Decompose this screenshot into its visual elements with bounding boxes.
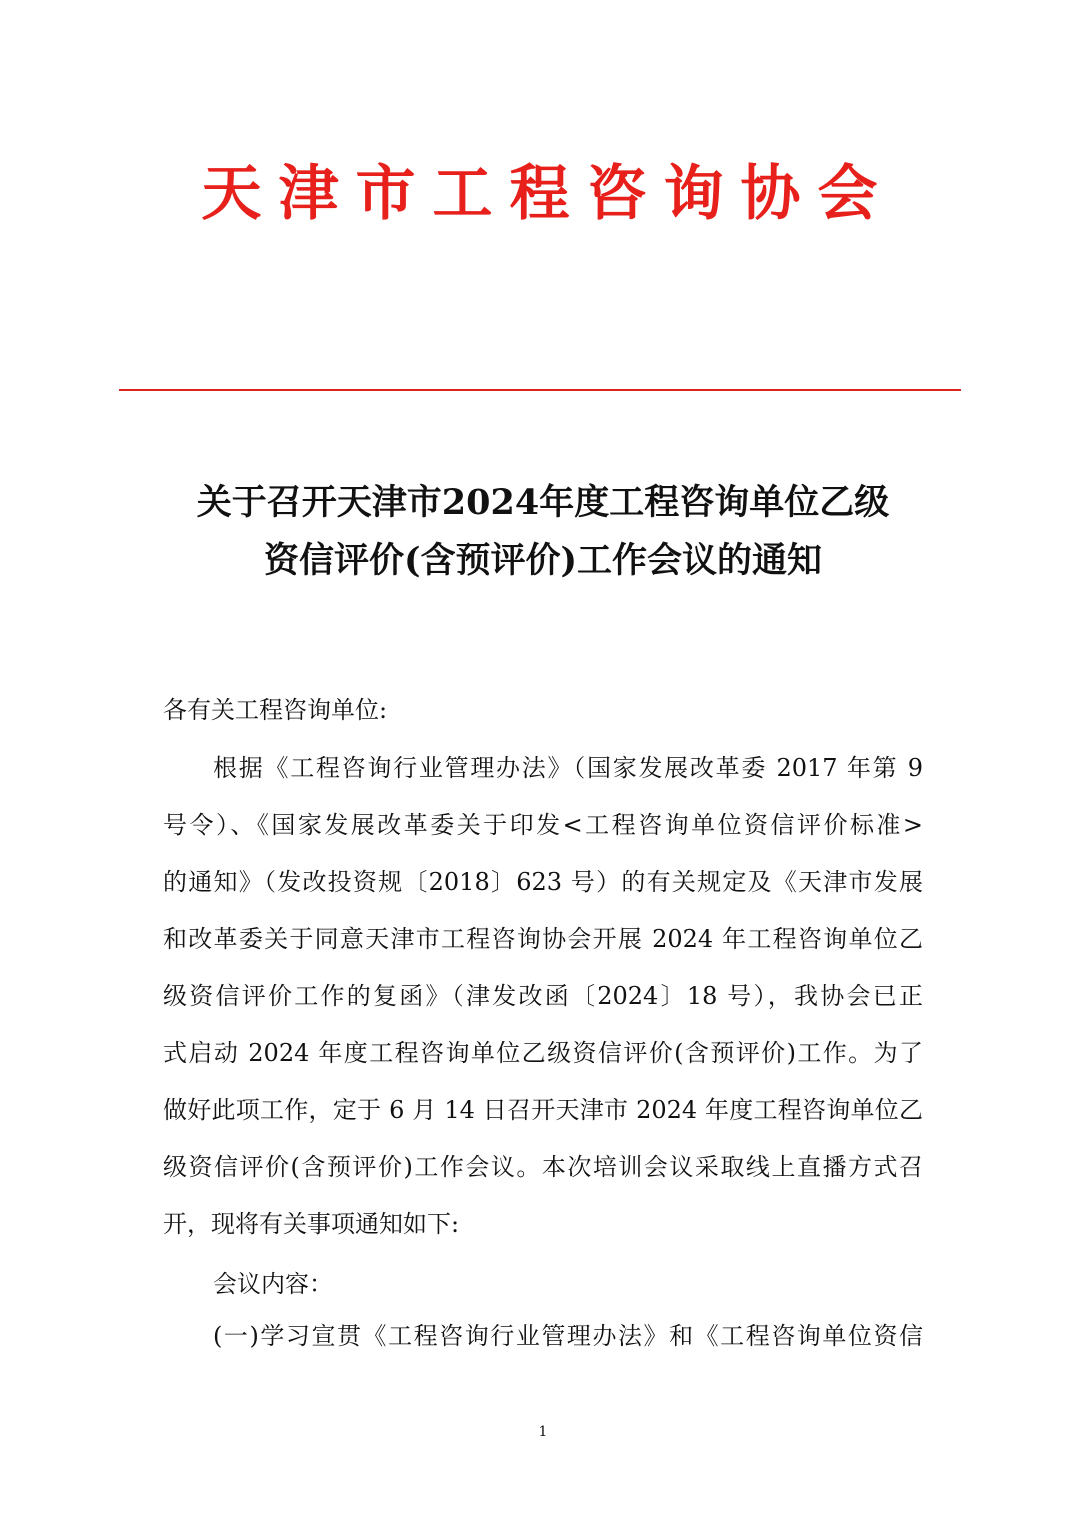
title-line-1: 关于召开天津市2024年度工程咨询单位乙级 [196, 482, 890, 523]
red-divider-line [119, 389, 961, 391]
list-item-1: (一)学习宣贯《工程咨询行业管理办法》和《工程咨询单位资信 [213, 1322, 923, 1350]
body-line: 的通知》（发改投资规〔2018〕623 号）的有关规定及《天津市发展 [163, 868, 923, 896]
salutation: 各有关工程咨询单位: [163, 696, 388, 724]
body-line: 开，现将有关事项通知如下: [163, 1210, 460, 1238]
body-line: 号令）、《国家发展改革委关于印发<工程咨询单位资信评价标准> [163, 811, 923, 839]
document-title [120, 474, 966, 590]
body-line: 式启动 2024 年度工程咨询单位乙级资信评价(含预评价)工作。为了 [163, 1039, 923, 1067]
section-heading-meeting-content: 会议内容： [213, 1270, 333, 1298]
body-paragraph [163, 740, 923, 1253]
title-line-2: 资信评价(含预评价)工作会议的通知 [263, 540, 823, 581]
body-line: 和改革委关于同意天津市工程咨询协会开展 2024 年工程咨询单位乙 [163, 925, 923, 953]
body-line: 级资信评价(含预评价)工作会议。本次培训会议采取线上直播方式召 [163, 1153, 923, 1181]
body-line: 根据《工程咨询行业管理办法》（国家发展改革委 2017 年第 9 [213, 754, 923, 782]
page-number: 1 [538, 1424, 548, 1440]
masthead-title: 天津市工程咨询协会 [201, 159, 895, 229]
body-line: 做好此项工作，定于 6 月 14 日召开天津市 2024 年度工程咨询单位乙 [163, 1096, 923, 1124]
body-line: 级资信评价工作的复函》（津发改函〔2024〕18 号），我协会已正 [163, 982, 923, 1010]
